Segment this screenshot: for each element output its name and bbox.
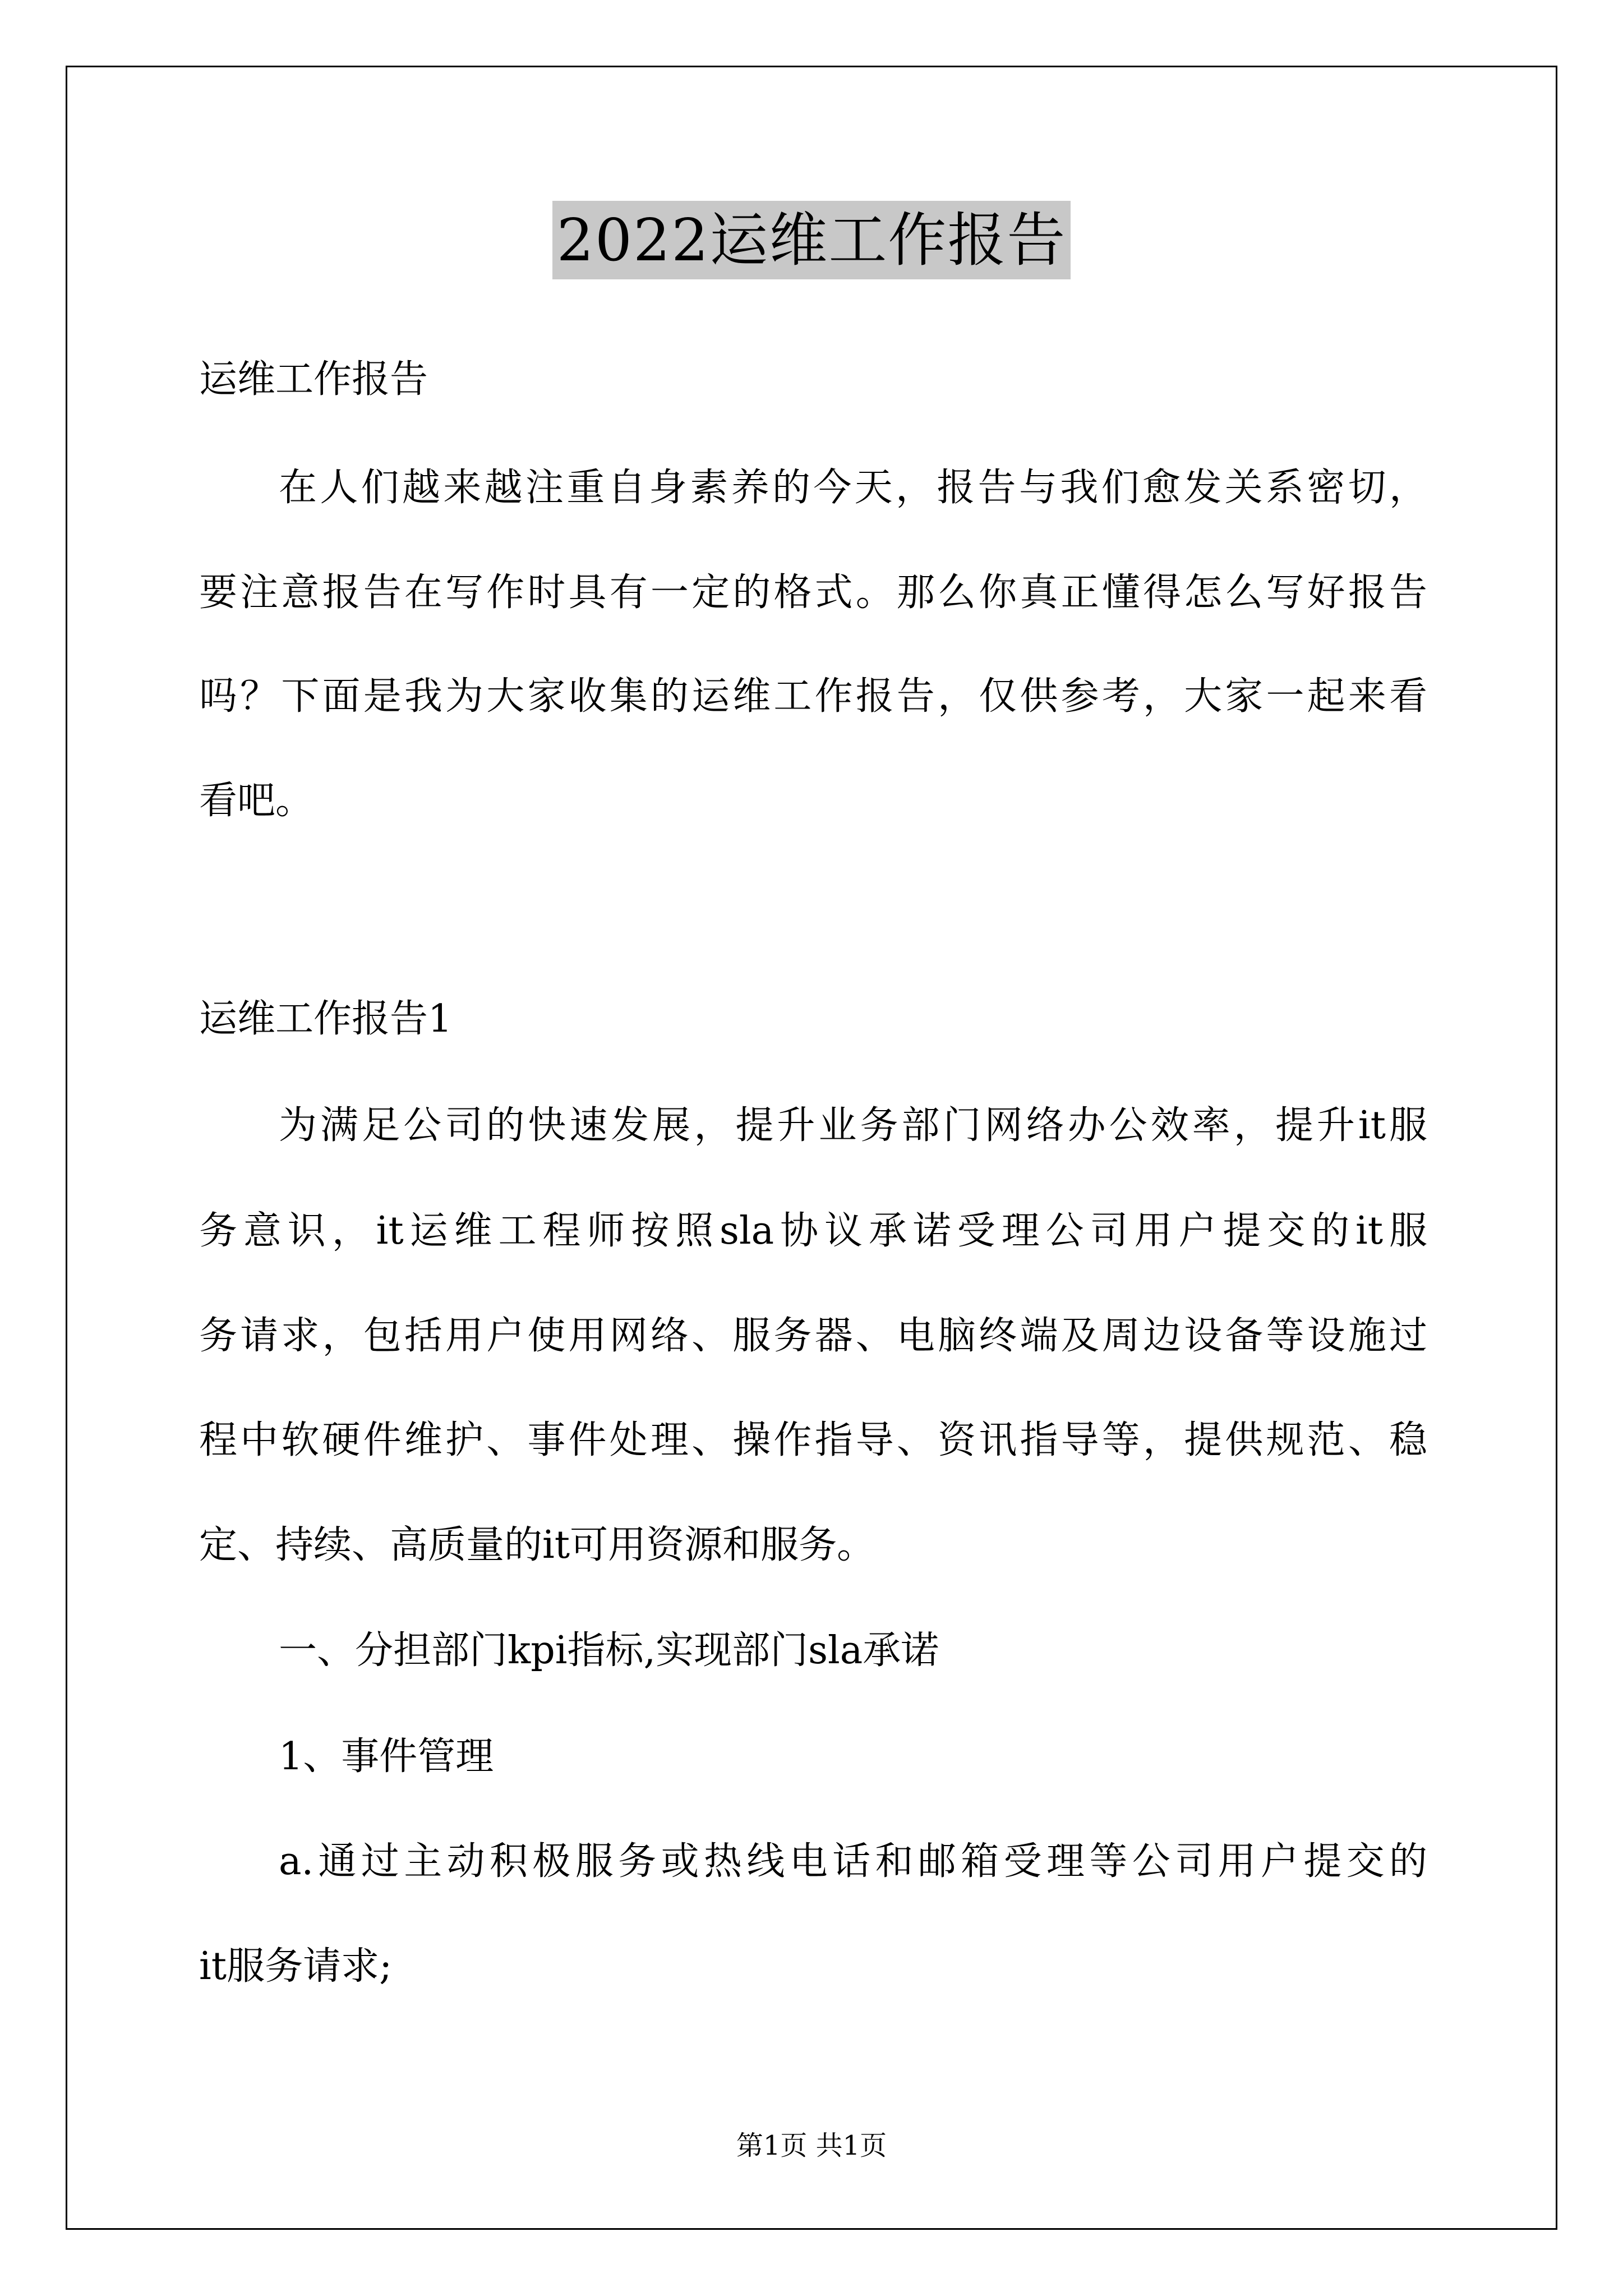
paragraph-line: 要注意报告在写作时具有一定的格式。那么你真正懂得怎么写好报告 <box>199 570 1427 615</box>
subheading-line: 一、分担部门kpi指标,实现部门sla承诺 <box>279 1628 939 1673</box>
paragraph-line: 务请求，包括用户使用网络、服务器、电脑终端及周边设备等设施过 <box>199 1314 1427 1358</box>
document-title: 2022运维工作报告 <box>552 201 1071 279</box>
subheading-line: 1、事件管理 <box>279 1734 494 1779</box>
paragraph-line: 看吧。 <box>199 779 314 823</box>
paragraph-line: 定、持续、高质量的it可用资源和服务。 <box>199 1523 875 1567</box>
page-footer: 第1页 共1页 <box>736 2130 887 2161</box>
paragraph-line: it服务请求; <box>199 1944 392 1989</box>
title-wrap <box>0 201 1623 279</box>
paragraph-line: 在人们越来越注重自身素养的今天，报告与我们愈发关系密切， <box>279 466 1427 510</box>
paragraph-line: 程中软硬件维护、事件处理、操作指导、资讯指导等，提供规范、稳 <box>199 1418 1427 1462</box>
section-heading: 运维工作报告1 <box>199 997 453 1041</box>
paragraph-line: 吗？下面是我为大家收集的运维工作报告，仅供参考，大家一起来看 <box>199 674 1427 719</box>
subtitle-line: 运维工作报告 <box>199 357 428 402</box>
paragraph-line: 务意识，it运维工程师按照sla协议承诺受理公司用户提交的it服 <box>199 1209 1427 1253</box>
paragraph-line: 为满足公司的快速发展，提升业务部门网络办公效率，提升it服 <box>279 1103 1427 1148</box>
paragraph-line: a.通过主动积极服务或热线电话和邮箱受理等公司用户提交的 <box>279 1839 1427 1884</box>
